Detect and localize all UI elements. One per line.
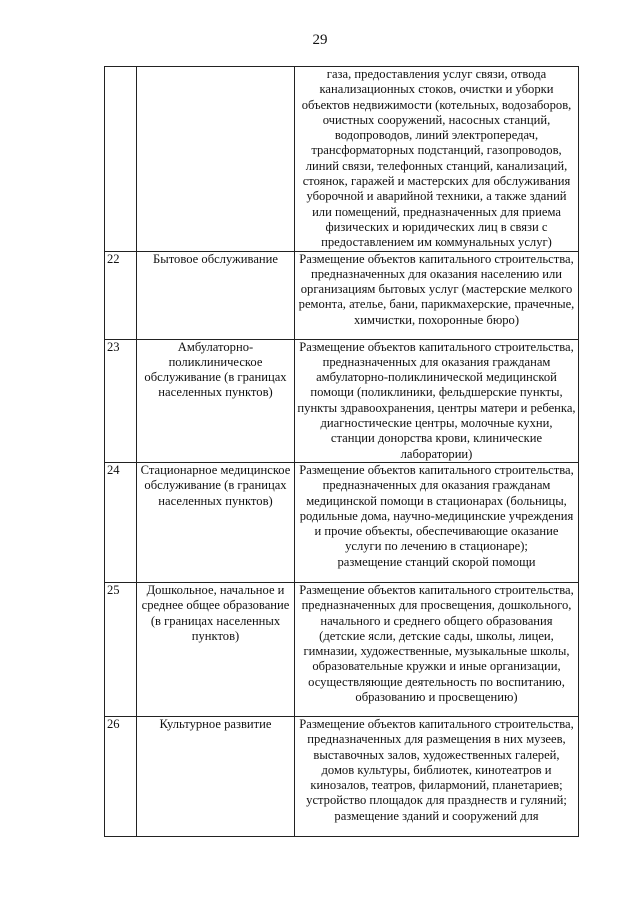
page-number: 29: [312, 32, 328, 48]
description-paragraph: Размещение объектов капитального строительства, предназначенных для просвещения, дошкольного, начального и среднего общего образования (детские ясли, детские сады, школы, лицеи, гимназии, художественные, музыкальные школы, образовательные кружки и иные организации, осуществляющие деятельность по воспитанию, образованию и просвещению): [299, 582, 574, 705]
table-row: [105, 339, 579, 462]
table-row: [105, 67, 579, 252]
row-number: 23: [105, 339, 137, 462]
table-row: [105, 462, 579, 582]
use-type-description: [295, 251, 579, 339]
use-type-description: [295, 339, 579, 462]
description-paragraph: газа, предоставления услуг связи, отвода канализационных стоков, очистки и уборки объектов недвижимости (котельных, водозаборов, очистных сооружений, насосных станций, водопроводов, линий электропередач, трансформаторных подстанций, газопроводов, линий связи, телефонных станций, канализаций, стоянок, гаражей и мастерских для обслуживания уборочной и аварийной техники, а также зданий или помещений, предназначенных для приема физических и юридических лиц в связи с предоставлением им коммунальных услуг): [301, 67, 572, 250]
use-type-name: Стационарное медицинское обслуживание (в границах населенных пунктов): [137, 462, 295, 582]
use-type-description: [295, 67, 579, 252]
table-row: [105, 716, 579, 836]
use-type-description: [295, 462, 579, 582]
description-paragraph: Размещение объектов капитального строительства, предназначенных для оказания гражданам медицинской помощи в стационарах (больницы, родильные дома, научно-медицинские учреждения и прочие объекты, обеспечивающие оказание услуги по лечению в стационаре);: [299, 462, 574, 554]
row-number: 25: [105, 582, 137, 716]
use-type-name: Дошкольное, начальное и среднее общее образование (в границах населенных пунктов): [137, 582, 295, 716]
use-type-name: [137, 67, 295, 252]
description-paragraph: устройство площадок для празднеств и гуляний;: [306, 793, 567, 808]
use-type-name: Бытовое обслуживание: [137, 251, 295, 339]
description-paragraph: размещение зданий и сооружений для: [334, 808, 539, 823]
row-number: 24: [105, 462, 137, 582]
row-number: 22: [105, 251, 137, 339]
use-type-description: [295, 716, 579, 836]
row-number: 26: [105, 716, 137, 836]
use-type-description: [295, 582, 579, 716]
land-use-table: [104, 66, 579, 837]
use-type-name: Амбулаторно-поликлиническое обслуживание (в границах населенных пунктов): [137, 339, 295, 462]
description-paragraph: размещение станций скорой помощи: [337, 554, 536, 569]
table-row: [105, 582, 579, 716]
use-type-name: Культурное развитие: [137, 716, 295, 836]
description-paragraph: Размещение объектов капитального строительства, предназначенных для оказания населению или организациям бытовых услуг (мастерские мелкого ремонта, ателье, бани, парикмахерские, прачечные, химчистки, похоронные бюро): [298, 251, 575, 327]
row-number: [105, 67, 137, 252]
description-paragraph: Размещение объектов капитального строительства, предназначенных для оказания гражданам амбулаторно-поликлинической медицинской помощи (поликлиники, фельдшерские пункты, пункты здравоохранения, центры матери и ребенка, диагностические центры, молочные кухни, станции донорства крови, клинические лаборатории): [297, 339, 576, 461]
description-paragraph: Размещение объектов капитального строительства, предназначенных для размещения в них музеев, выставочных залов, художественных галерей, домов культуры, библиотек, кинотеатров и кинозалов, театров, филармоний, планетариев;: [299, 716, 574, 793]
table-row: [105, 251, 579, 339]
